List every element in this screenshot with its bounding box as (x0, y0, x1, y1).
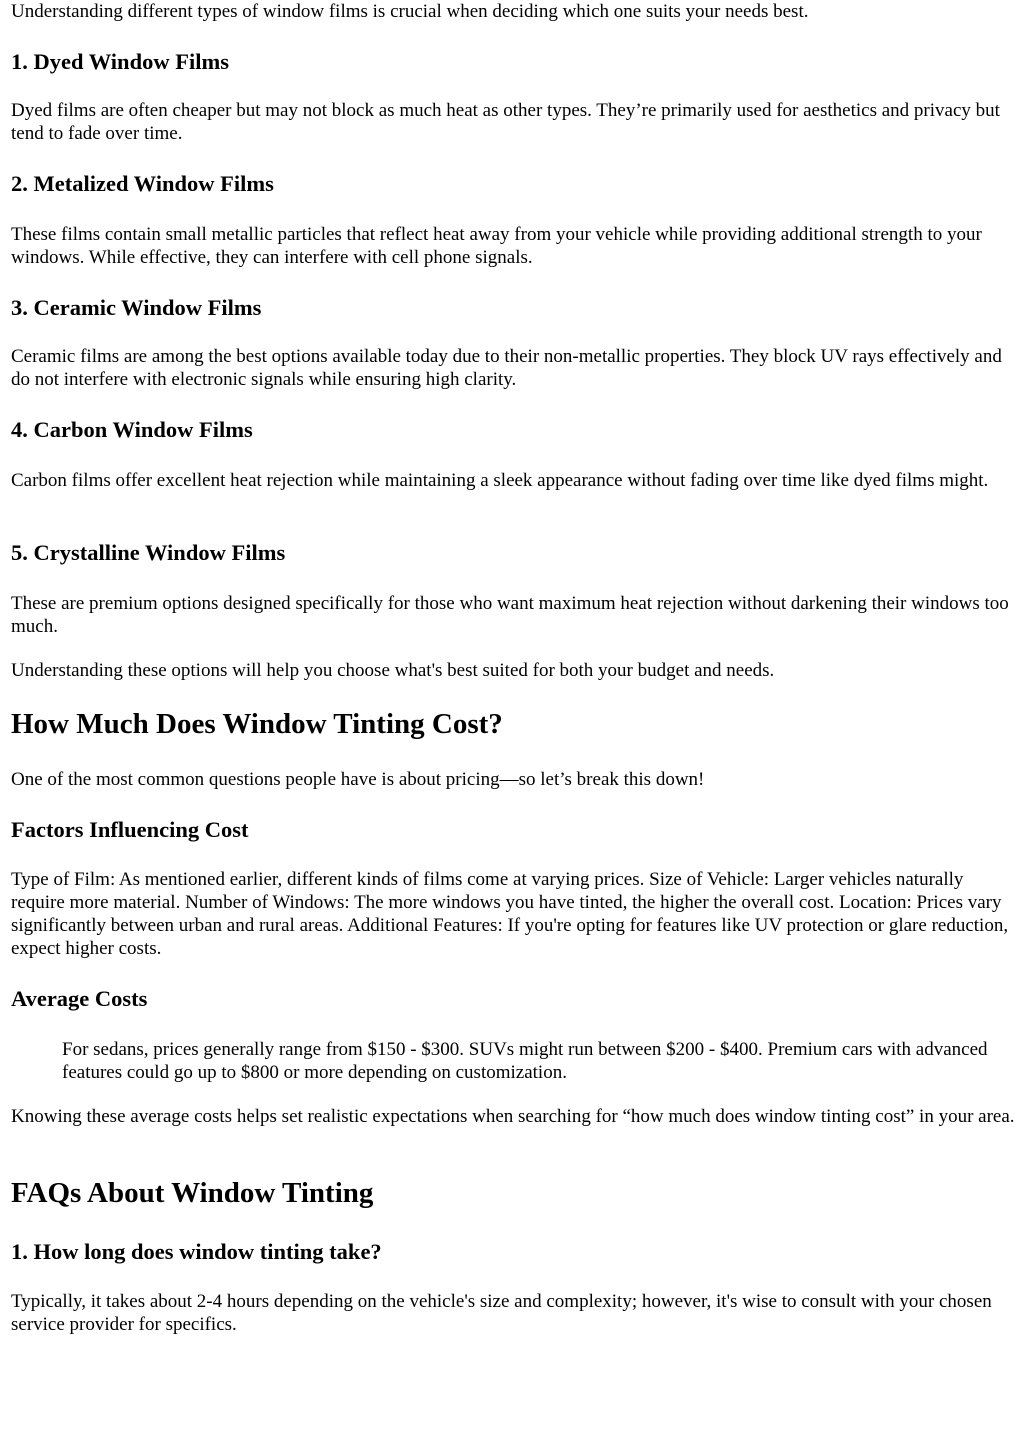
dyed-films-text: Dyed films are often cheaper but may not block as much heat as other types. They’re primarily used for aesthetics and privacy but tend to fade over time. (11, 100, 1000, 144)
cost-closing-paragraph: Knowing these average costs helps set realistic expectations when searching for “how much does window tinting cost” in your area. (11, 1106, 1015, 1127)
average-costs-quote: For sedans, prices generally range from $150 - $300. SUVs might run between $200 - $400. Premium cars with advanced features could go up to $800 or more depending on customization. (62, 1039, 988, 1083)
cost-section-title: How Much Does Window Tinting Cost? (11, 708, 503, 740)
metalized-films-text: These films contain small metallic particles that reflect heat away from your vehicle while providing additional strength to your windows. While effective, they can interfere with cell phone signals. (11, 224, 982, 268)
faq-section-title: FAQs About Window Tinting (11, 1177, 374, 1209)
film-summary-paragraph: Understanding these options will help you choose what's best suited for both your budget and needs. (11, 660, 775, 681)
intro-paragraph: Understanding different types of window films is crucial when deciding which one suits your needs best. (11, 1, 809, 22)
factors-heading: Factors Influencing Cost (11, 817, 249, 842)
dyed-films-heading: 1. Dyed Window Films (11, 49, 229, 74)
crystalline-films-text: These are premium options designed specifically for those who want maximum heat rejection without darkening their windows too much. (11, 593, 1009, 637)
faq-answer: Typically, it takes about 2-4 hours depending on the vehicle's size and complexity; however, it's wise to consult with your chosen service provider for specifics. (11, 1291, 992, 1335)
carbon-films-heading: 4. Carbon Window Films (11, 417, 253, 442)
cost-intro-paragraph: One of the most common questions people have is about pricing—so let’s break this down! (11, 769, 705, 790)
metalized-films-heading: 2. Metalized Window Films (11, 171, 274, 196)
carbon-films-text: Carbon films offer excellent heat rejection while maintaining a sleek appearance without fading over time like dyed films might. (11, 470, 989, 491)
faq-question: 1. How long does window tinting take? (11, 1239, 382, 1264)
average-costs-heading: Average Costs (11, 986, 148, 1011)
factors-paragraph: Type of Film: As mentioned earlier, different kinds of films come at varying prices. Size of Vehicle: Larger vehicles naturally require more material. Number of Windows: The more windows you have tinted, the higher the overall cost. Location: Prices vary significantly between urban and rural areas. Additional Features: If you're opting for features like UV protection or glare reduction, expect higher costs. (11, 869, 1009, 959)
ceramic-films-text: Ceramic films are among the best options available today due to their non-metallic properties. They block UV rays effectively and do not interfere with electronic signals while ensuring high clarity. (11, 346, 1002, 390)
ceramic-films-heading: 3. Ceramic Window Films (11, 295, 262, 320)
crystalline-films-heading: 5. Crystalline Window Films (11, 540, 286, 565)
